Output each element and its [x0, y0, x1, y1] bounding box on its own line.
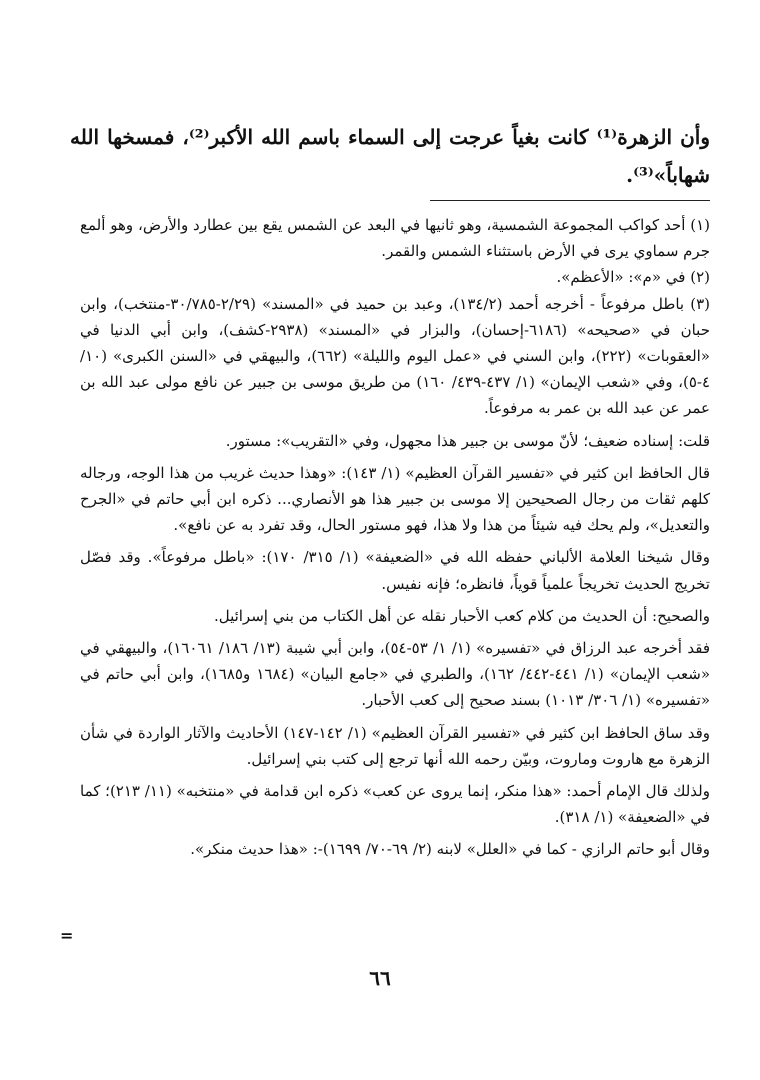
commentary-paragraph: ولذلك قال الإمام أحمد: «هذا منكر، إنما يروى عن كعب» ذكره ابن قدامة في «منتخبه» (١١/ ٢١٣)؛ كما في «الضعيفة» (١/ ٣١٨).: [80, 782, 710, 827]
commentary-paragraph: قال الحافظ ابن كثير في «تفسير القرآن العظيم» (١/ ١٤٣): «وهذا حديث غريب من هذا الوجه، ورجاله كلهم ثقات من رجال الصحيحين إلا موسى بن جبير هذا هو الأنصاري... ذكره ابن أبي حاتم في «الجرح والتعديل»، ولم يحك فيه شيئاً من هذا ولا هذا، فهو مستور الحال، وقد تفرد به عن نافع».: [80, 463, 710, 535]
main-text: وأن الزهرة⁽¹⁾ كانت بغياً عرجت إلى السماء باسم الله الأكبر⁽²⁾، فمسخها الله شهاباً»⁽³⁾.: [70, 125, 710, 187]
footnotes-section: [80, 212, 710, 863]
continuation-mark: =: [60, 926, 74, 945]
footnote-3: (٣) باطل مرفوعاً - أخرجه أحمد (١٣٤/٢)، وعبد بن حميد في «المسند» (٢/٢٩-٣٠/٧٨٥-منتخب)، وابن حبان في «صحيحه» (٦١٨٦-إحسان)، والبزار في «المسند» (٢٩٣٨-كشف)، وابن أبي الدنيا في «العقوبات» (٢٢٢)، وابن السني في «عمل اليوم والليلة» (٦٦٢)، والبيهقي في «السنن الكبرى» (١٠/ ٤-٥)، وفي «شعب الإيمان» (١/ ٤٣٧-٤٣٩/ ١٦٠) من طريق موسى بن جبير عن نافع مولى عبد الله بن عمر عن عبد الله بن عمر به مرفوعاً.: [80, 294, 711, 418]
page-number: ٦٦: [369, 966, 391, 990]
commentary-paragraph: قلت: إسناده ضعيف؛ لأنّ موسى بن جبير هذا مجهول، وفي «التقريب»: مستور.: [225, 431, 710, 450]
footnote-1: (١) أحد كواكب المجموعة الشمسية، وهو ثانيها في البعد عن الشمس يقع بين عطارد والأرض، وهو ألمع جرم سماوي يرى في الأرض باستثناء الشمس والقمر.: [80, 216, 710, 261]
commentary-paragraph: والصحيح: أن الحديث من كلام كعب الأحبار نقله عن أهل الكتاب من بني إسرائيل.: [213, 606, 710, 625]
commentary-paragraph: وقد ساق الحافظ ابن كثير في «تفسير القرآن العظيم» (١/ ١٤٢-١٤٧) الأحاديث والآثار الواردة في شأن الزهرة مع هاروت وماروت، وبيّن رحمه الله أنها ترجع إلى كتب بني إسرائيل.: [80, 723, 710, 768]
commentary-paragraph: فقد أخرجه عبد الرزاق في «تفسيره» (١/ ١/ ٥٣-٥٤)، وابن أبي شيبة (١٣/ ١٨٦/ ١٦٠٦١)، والبيهقي في «شعب الإيمان» (١/ ٤٤١-٤٤٢/ ١٦٢)، والطبري في «جامع البيان» (١٦٨٤ و١٦٨٥)، وابن أبي حاتم في «تفسيره» (١/ ٣٠٦/ ١٠١٣) بسند صحيح إلى كعب الأحبار.: [80, 639, 711, 710]
footnote-2: (٢) في «م»: «الأعظم».: [556, 268, 710, 287]
commentary-paragraph: وقال أبو حاتم الرازي - كما في «العلل» لابنه (٢/ ٦٩-٧٠/ ١٦٩٩)-: «هذا حديث منكر».: [190, 840, 710, 859]
footnote-separator: [430, 200, 710, 201]
commentary-paragraph: وقال شيخنا العلامة الألباني حفظه الله في «الضعيفة» (١/ ٣١٥/ ١٧٠): «باطل مرفوعاً». وقد فصّل تخريج الحديث تخريجاً علمياً قوياً، فانظره؛ فإنه نفيس.: [80, 548, 710, 593]
